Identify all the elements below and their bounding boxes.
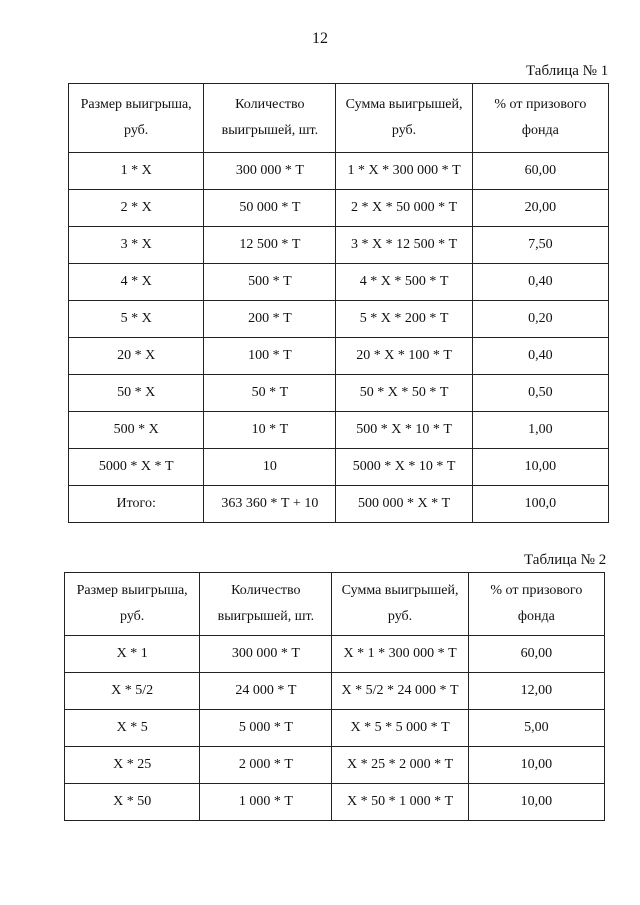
table1-label: Таблица № 1 xyxy=(526,63,609,79)
cell-prize-size: 4 * X xyxy=(69,264,204,301)
table-header-row xyxy=(69,84,609,153)
table-row xyxy=(65,636,605,673)
cell-prize-size: Итого: xyxy=(69,486,204,523)
cell-prize-count: 50 * Т xyxy=(204,375,336,412)
table-row xyxy=(69,153,609,190)
prize-table-1 xyxy=(68,83,609,523)
cell-prize-sum: 2 * X * 50 000 * Т xyxy=(336,190,472,227)
cell-prize-sum: 4 * X * 500 * Т xyxy=(336,264,472,301)
cell-prize-count: 1 000 * Т xyxy=(200,784,332,821)
cell-fund-percent: 0,50 xyxy=(472,375,608,412)
cell-prize-count: 5 000 * Т xyxy=(200,710,332,747)
header-prize-size: Размер выигрыша, руб. xyxy=(69,84,204,153)
table-row xyxy=(69,190,609,227)
header-fund-percent: % от призового фонда xyxy=(468,573,604,636)
cell-fund-percent: 0,40 xyxy=(472,338,608,375)
header-prize-count: Количество выигрышей, шт. xyxy=(204,84,336,153)
cell-prize-sum: 500 000 * X * Т xyxy=(336,486,472,523)
cell-prize-size: 3 * X xyxy=(69,227,204,264)
cell-prize-sum: 5 * X * 200 * Т xyxy=(336,301,472,338)
cell-prize-sum: 500 * X * 10 * Т xyxy=(336,412,472,449)
cell-fund-percent: 10,00 xyxy=(472,449,608,486)
header-prize-sum: Сумма выигрышей, руб. xyxy=(332,573,468,636)
table-row xyxy=(69,412,609,449)
cell-prize-sum: X * 5/2 * 24 000 * Т xyxy=(332,673,468,710)
cell-fund-percent: 0,20 xyxy=(472,301,608,338)
cell-prize-size: 20 * X xyxy=(69,338,204,375)
cell-prize-sum: X * 25 * 2 000 * Т xyxy=(332,747,468,784)
cell-prize-size: 500 * X xyxy=(69,412,204,449)
cell-prize-size: 1 * X xyxy=(69,153,204,190)
table-row xyxy=(69,486,609,523)
cell-fund-percent: 10,00 xyxy=(468,784,604,821)
cell-prize-count: 200 * Т xyxy=(204,301,336,338)
cell-fund-percent: 20,00 xyxy=(472,190,608,227)
cell-prize-size: X * 25 xyxy=(65,747,200,784)
cell-prize-size: X * 5/2 xyxy=(65,673,200,710)
cell-fund-percent: 7,50 xyxy=(472,227,608,264)
table-row xyxy=(65,710,605,747)
table-row xyxy=(65,747,605,784)
cell-fund-percent: 12,00 xyxy=(468,673,604,710)
header-fund-percent: % от призового фонда xyxy=(472,84,608,153)
cell-prize-size: X * 5 xyxy=(65,710,200,747)
cell-prize-count: 50 000 * Т xyxy=(204,190,336,227)
cell-fund-percent: 10,00 xyxy=(468,747,604,784)
table-row xyxy=(69,375,609,412)
table-row xyxy=(69,301,609,338)
cell-fund-percent: 1,00 xyxy=(472,412,608,449)
cell-prize-size: X * 1 xyxy=(65,636,200,673)
cell-fund-percent: 60,00 xyxy=(468,636,604,673)
table-row xyxy=(65,673,605,710)
table2-label: Таблица № 2 xyxy=(524,552,607,568)
cell-prize-count: 2 000 * Т xyxy=(200,747,332,784)
cell-prize-count: 10 * Т xyxy=(204,412,336,449)
cell-prize-count: 363 360 * Т + 10 xyxy=(204,486,336,523)
cell-prize-size: 2 * X xyxy=(69,190,204,227)
cell-prize-sum: 1 * X * 300 000 * Т xyxy=(336,153,472,190)
cell-prize-count: 100 * Т xyxy=(204,338,336,375)
table-row xyxy=(65,784,605,821)
table-row xyxy=(69,449,609,486)
cell-fund-percent: 5,00 xyxy=(468,710,604,747)
cell-fund-percent: 60,00 xyxy=(472,153,608,190)
table-row xyxy=(69,338,609,375)
table-row xyxy=(69,264,609,301)
header-prize-size: Размер выигрыша, руб. xyxy=(65,573,200,636)
cell-prize-count: 12 500 * Т xyxy=(204,227,336,264)
cell-fund-percent: 0,40 xyxy=(472,264,608,301)
cell-prize-count: 300 000 * Т xyxy=(200,636,332,673)
table-row xyxy=(69,227,609,264)
cell-prize-sum: 5000 * X * 10 * Т xyxy=(336,449,472,486)
prize-table-2 xyxy=(64,572,605,821)
cell-prize-sum: 3 * X * 12 500 * Т xyxy=(336,227,472,264)
cell-prize-sum: 20 * X * 100 * Т xyxy=(336,338,472,375)
cell-prize-size: 50 * X xyxy=(69,375,204,412)
cell-prize-count: 500 * Т xyxy=(204,264,336,301)
cell-prize-size: 5000 * X * Т xyxy=(69,449,204,486)
cell-prize-sum: X * 50 * 1 000 * Т xyxy=(332,784,468,821)
header-prize-count: Количество выигрышей, шт. xyxy=(200,573,332,636)
cell-prize-sum: X * 5 * 5 000 * Т xyxy=(332,710,468,747)
cell-prize-sum: 50 * X * 50 * Т xyxy=(336,375,472,412)
cell-fund-percent: 100,0 xyxy=(472,486,608,523)
cell-prize-count: 24 000 * Т xyxy=(200,673,332,710)
cell-prize-count: 300 000 * Т xyxy=(204,153,336,190)
page-number: 12 xyxy=(312,30,328,47)
cell-prize-size: 5 * X xyxy=(69,301,204,338)
cell-prize-sum: X * 1 * 300 000 * Т xyxy=(332,636,468,673)
header-prize-sum: Сумма выигрышей, руб. xyxy=(336,84,472,153)
cell-prize-size: X * 50 xyxy=(65,784,200,821)
cell-prize-count: 10 xyxy=(204,449,336,486)
table-header-row xyxy=(65,573,605,636)
